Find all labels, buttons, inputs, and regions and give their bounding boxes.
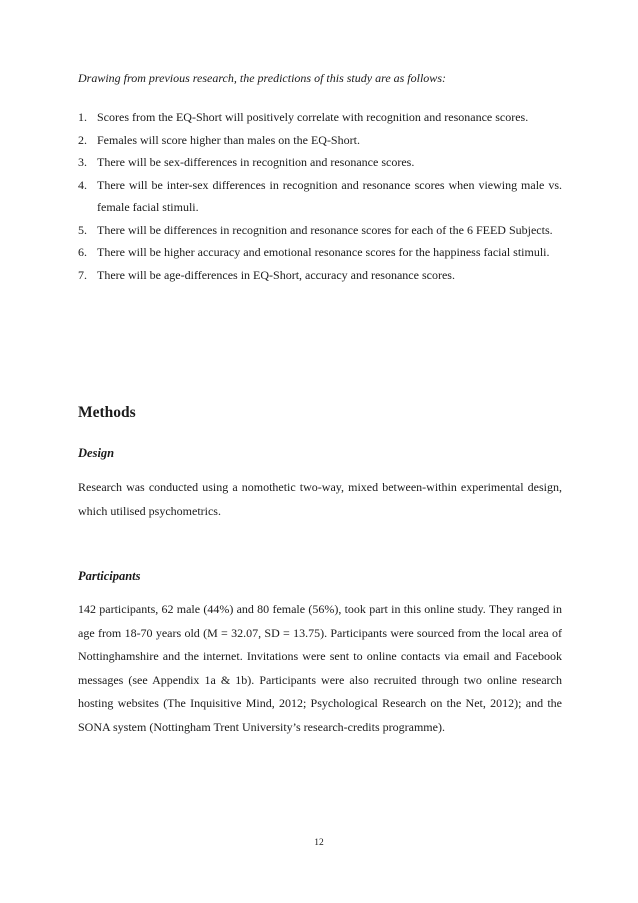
- list-item-text: There will be sex-differences in recognition and resonance scores.: [97, 155, 415, 169]
- list-item: [78, 174, 562, 219]
- list-item-text: There will be inter-sex differences in recognition and resonance scores when viewing male vs. female facial stimuli.: [97, 177, 562, 214]
- list-item-text: Scores from the EQ-Short will positively correlate with recognition and resonance scores.: [97, 110, 529, 124]
- methods-heading: Methods: [78, 404, 136, 421]
- list-item-number: 2.: [78, 132, 87, 147]
- list-item: [78, 106, 562, 129]
- list-item-number: 4.: [78, 177, 87, 192]
- list-item: [78, 264, 562, 287]
- participants-paragraph: 142 participants, 62 male (44%) and 80 female (56%), took part in this online study. They ranged in age from 18-70 years old (M = 32.07, SD = 13.75). Participants were sourced from the local area of Nottinghamshire and the internet. Invitations were sent to online contacts via email and Facebook messages (see Appendix 1a & 1b). Participants were also recruited through two online research hosting websites (The Inquisitive Mind, 2012; Psychological Research on the Net, 2012); and the SONA system (Nottingham Trent University’s research-credits programme).: [78, 602, 562, 734]
- list-item-text: There will be higher accuracy and emotional resonance scores for the happiness facial stimuli.: [97, 245, 550, 259]
- list-item: [78, 241, 562, 264]
- predictions-intro: Drawing from previous research, the predictions of this study are as follows:: [78, 71, 446, 85]
- list-item-number: 1.: [78, 110, 87, 124]
- list-item: [78, 219, 562, 242]
- list-item: [78, 151, 562, 174]
- list-item-number: 6.: [78, 245, 87, 259]
- list-item-text: Females will score higher than males on the EQ-Short.: [97, 132, 360, 147]
- list-item-number: 3.: [78, 155, 87, 169]
- list-item-text: There will be age-differences in EQ-Short, accuracy and resonance scores.: [97, 267, 455, 282]
- list-item-text: There will be differences in recognition and resonance scores for each of the 6 FEED Subjects.: [97, 222, 553, 237]
- list-item-number: 7.: [78, 267, 87, 282]
- design-heading: Design: [78, 446, 115, 460]
- participants-heading: Participants: [78, 569, 141, 583]
- page-number: 12: [314, 838, 324, 848]
- predictions-list: [78, 106, 562, 286]
- design-paragraph: Research was conducted using a nomothetic two-way, mixed between-within experimental design, which utilised psychometrics.: [78, 480, 562, 518]
- list-item: [78, 129, 562, 152]
- list-item-number: 5.: [78, 222, 87, 237]
